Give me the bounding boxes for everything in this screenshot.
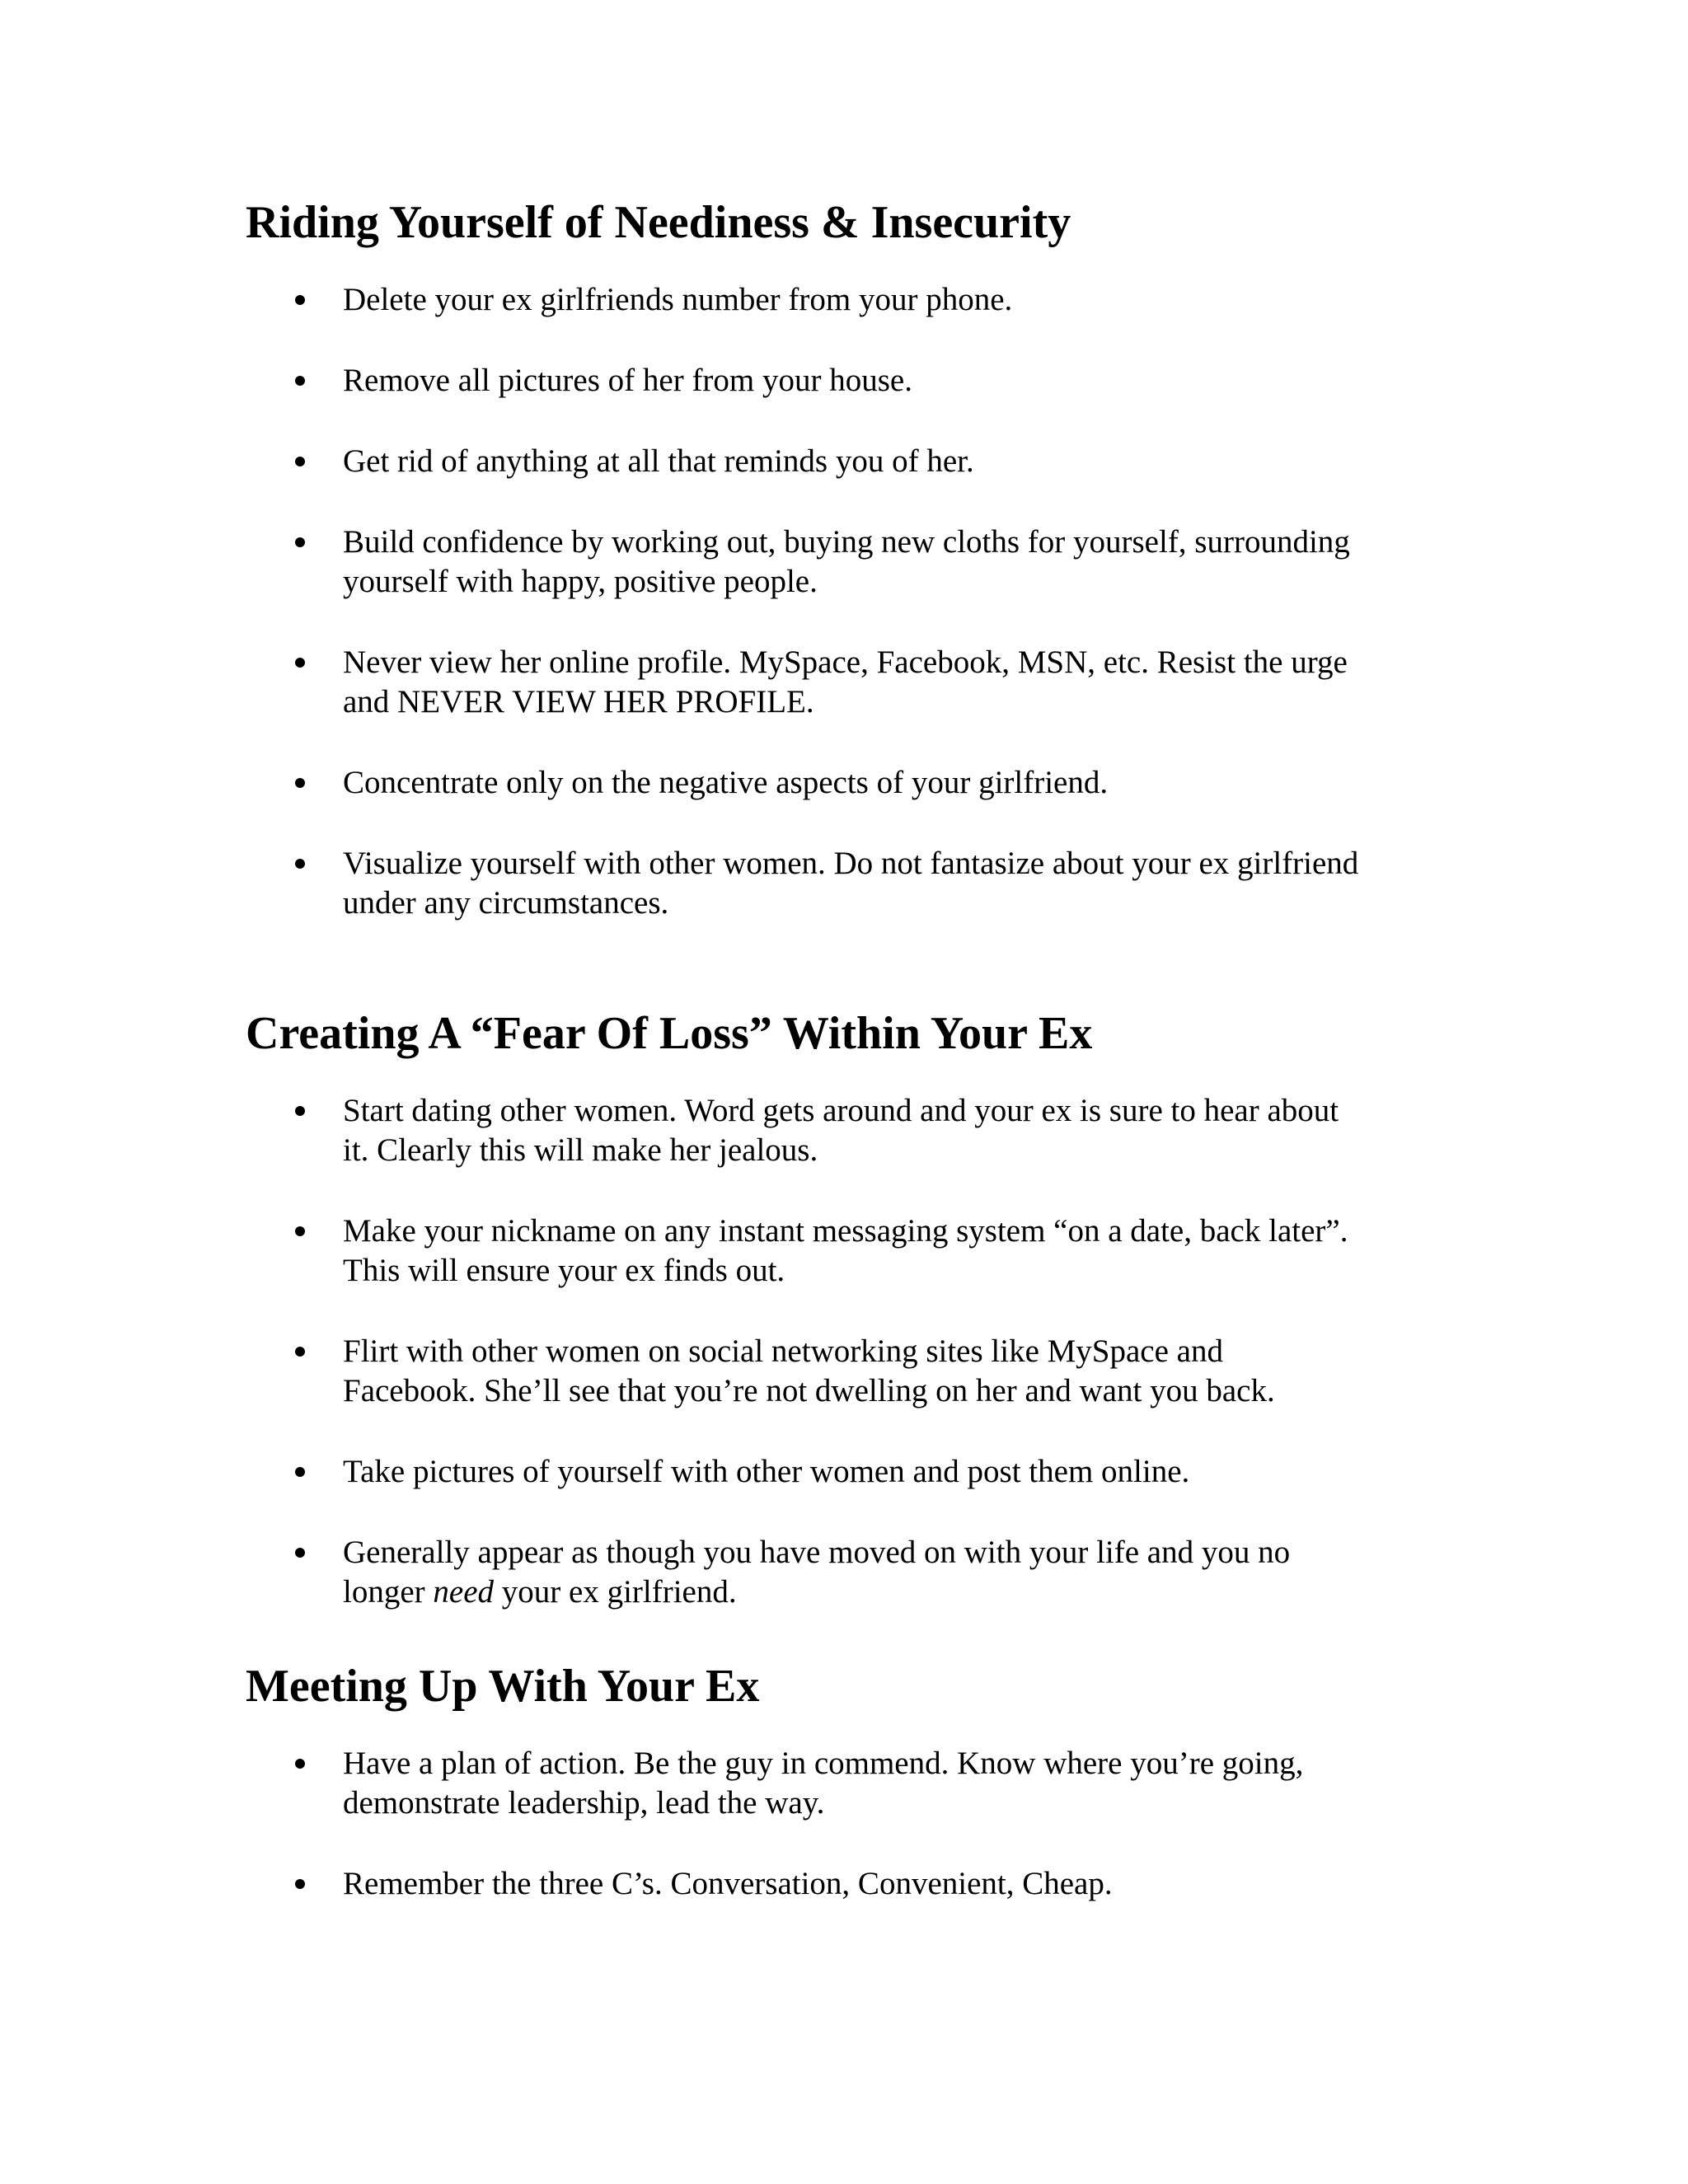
list-item [246,763,1465,803]
list-item [246,844,1465,923]
section-neediness [246,196,1465,923]
list-item-text-part: longer [343,1574,434,1610]
list-item [246,361,1465,401]
bullet-icon [295,1879,305,1889]
section-title: Meeting Up With Your Ex [246,1661,760,1712]
bullet-icon [295,537,305,547]
list-item [246,442,1465,481]
list-item-text: and NEVER VIEW HER PROFILE. [343,684,814,719]
list-item-text [343,1572,1465,1612]
list-item-text: Start dating other women. Word gets around and your ex is sure to hear about [343,1093,1339,1128]
section-title: Riding Yourself of Neediness & Insecurity [246,197,1071,248]
bullet-icon [295,1759,305,1769]
list-item-text: Make your nickname on any instant messaging system “on a date, back later”. [343,1213,1348,1249]
bullet-icon [295,1226,305,1236]
bullet-list [246,1091,1465,1612]
list-item-text: Flirt with other women on social networking sites like MySpace and [343,1333,1223,1369]
list-item [246,1533,1465,1612]
bullet-list [246,280,1465,923]
list-item-text: Remember the three C’s. Conversation, Convenient, Cheap. [343,1866,1113,1901]
bullet-icon [295,295,305,305]
list-item-text: Never view her online profile. MySpace, Facebook, MSN, etc. Resist the urge [343,644,1348,680]
list-item-text-part: your ex girlfriend. [494,1574,737,1610]
bullet-icon [295,1467,305,1477]
list-item-text: under any circumstances. [343,885,669,921]
list-item [246,280,1465,320]
bullet-icon [295,457,305,466]
list-item [246,643,1465,722]
list-item-text: Take pictures of yourself with other women and post them online. [343,1454,1190,1489]
list-item [246,1212,1465,1291]
emphasis-text: need [433,1574,495,1610]
list-item-text: Facebook. She’ll see that you’re not dwelling on her and want you back. [343,1373,1275,1408]
list-item-text: demonstrate leadership, lead the way. [343,1785,825,1821]
section-title: Creating A “Fear Of Loss” Within Your Ex [246,1008,1093,1059]
bullet-list [246,1744,1465,1904]
list-item [246,1091,1465,1170]
list-item [246,523,1465,602]
list-item-text: Remove all pictures of her from your house. [343,363,912,398]
bullet-icon [295,658,305,668]
list-item-text: Generally appear as though you have moved on with your life and you no [343,1535,1291,1570]
bullet-icon [295,778,305,788]
bullet-icon [295,1548,305,1558]
list-item-text: This will ensure your ex finds out. [343,1253,785,1288]
list-item-text: Concentrate only on the negative aspects of your girlfriend. [343,765,1109,800]
list-item [246,1864,1465,1904]
bullet-icon [295,859,305,869]
section-fear-of-loss [246,1007,1465,1612]
list-item [246,1744,1465,1823]
bullet-icon [295,1347,305,1357]
list-item-text: Delete your ex girlfriends number from your phone. [343,282,1013,317]
bullet-icon [295,376,305,386]
section-meeting-up [246,1660,1465,1904]
list-item-text: Get rid of anything at all that reminds you of her. [343,443,974,479]
list-item [246,1332,1465,1411]
list-item-text: it. Clearly this will make her jealous. [343,1132,818,1168]
list-item-text: Build confidence by working out, buying new cloths for yourself, surrounding [343,524,1350,560]
bullet-icon [295,1106,305,1116]
list-item-text: Have a plan of action. Be the guy in commend. Know where you’re going, [343,1746,1304,1781]
list-item-text: Visualize yourself with other women. Do not fantasize about your ex girlfriend [343,846,1359,881]
list-item [246,1452,1465,1492]
list-item-text: yourself with happy, positive people. [343,564,818,599]
